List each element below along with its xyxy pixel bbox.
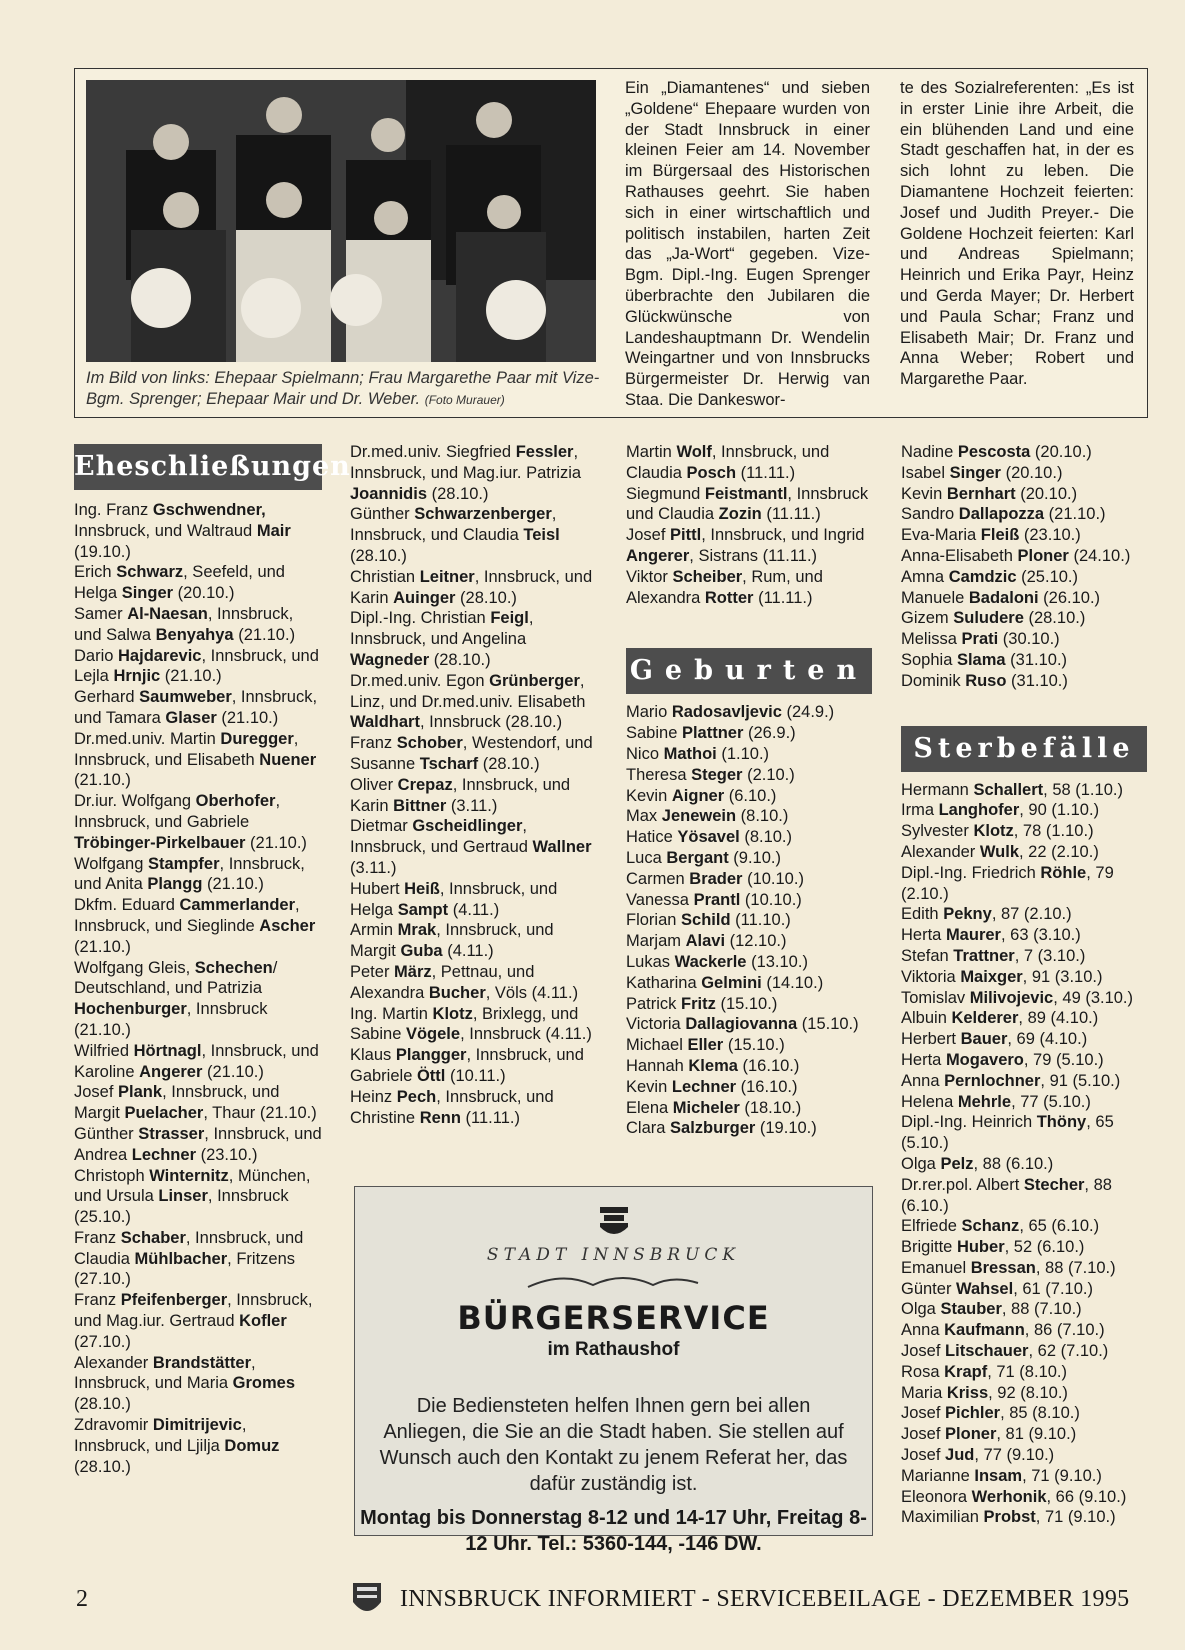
marriages-list-2	[350, 442, 596, 1128]
list-item: Dipl.-Ing. Friedrich Röhle, 79 (2.10.)	[901, 863, 1114, 903]
list-item: Wolfgang Gleis, Schechen/ Deutschland, und Patrizia Hochenburger, Innsbruck (21.10.)	[74, 958, 278, 1039]
list-item: Sandro Dallapozza (21.10.)	[901, 505, 1106, 524]
list-item: Amna Camdzic (25.10.)	[901, 567, 1078, 586]
list-item: Mario Radosavljevic (24.9.)	[626, 703, 835, 722]
list-item: Emanuel Bressan, 88 (7.10.)	[901, 1258, 1116, 1277]
caption-text: Im Bild von links: Ehepaar Spielmann; Frau Margarethe Paar mit Vize-Bgm. Sprenger; Ehepaar Mair und Dr. Weber.	[86, 369, 600, 408]
list-item: Samer Al-Naesan, Innsbruck, und Salwa Benyahya (21.10.)	[74, 604, 296, 644]
list-item: Dr.iur. Wolfgang Oberhofer, Innsbruck, und Gabriele Tröbinger-Pirkelbauer (21.10.)	[74, 792, 307, 852]
births-list-1	[626, 702, 872, 1139]
list-item: Alexander Brandstätter, Innsbruck, und Maria Gromes (28.10.)	[74, 1353, 296, 1414]
page-footer	[0, 1582, 1185, 1622]
list-item: Michael Eller (15.10.)	[626, 1036, 785, 1055]
list-item: Sabine Plattner (26.9.)	[626, 724, 796, 743]
list-item: Theresa Steger (2.10.)	[626, 765, 795, 784]
list-item: Viktoria Maixger, 91 (3.10.)	[901, 967, 1103, 986]
list-item: Klaus Plangger, Innsbruck, und Gabriele Öttl (10.11.)	[350, 1046, 584, 1085]
list-item: Wilfried Hörtnagl, Innsbruck, und Karoline Angerer (21.10.)	[74, 1041, 319, 1081]
column-2	[350, 442, 596, 1128]
list-item: Hatice Yösavel (8.10.)	[626, 828, 793, 847]
list-item: Luca Bergant (9.10.)	[626, 848, 781, 867]
list-item: Heinz Pech, Innsbruck, und Christine Renn (11.11.)	[350, 1087, 554, 1127]
list-item: Elena Micheler (18.10.)	[626, 1098, 802, 1117]
column-1	[74, 444, 351, 1477]
list-item: Christoph Winternitz, München, und Ursula Linser, Innsbruck (25.10.)	[74, 1166, 311, 1227]
list-item: Edith Pekny, 87 (2.10.)	[901, 905, 1072, 924]
marriages-list-3	[626, 442, 872, 608]
list-item: Gerhard Saumweber, Innsbruck, und Tamara Glaser (21.10.)	[74, 688, 318, 727]
list-item: Oliver Crepaz, Innsbruck, und Karin Bittner (3.11.)	[350, 775, 571, 815]
intro-text-col2: te des Sozialreferenten: „Es ist in erster Linie ihre Arbeit, die ein blühenden Land und eine Stadt geschaffen hat, in der es sich lohnt zu leben. Die Diamantene Hochzeit feierten: Josef und Judith Preyer.- Die Goldene Hochzeit feierten: Karl und Andreas Spielmann; Heinrich und Erika Payr, Heinz und Gerda Mayer; Dr. Herbert und Paula Schar; Franz und Elisabeth Mair; Dr. Franz und Anna Weber; Robert und Margarethe Paar.	[900, 79, 1134, 389]
list-item: Herta Mogavero, 79 (5.10.)	[901, 1050, 1104, 1069]
list-item: Dr.rer.pol. Albert Stecher, 88 (6.10.)	[901, 1175, 1112, 1215]
list-item: Zdravomir Dimitrijevic, Innsbruck, und Ljilja Domuz (28.10.)	[74, 1416, 280, 1476]
list-item: Josef Jud, 77 (9.10.)	[901, 1446, 1055, 1465]
city-crest-icon	[598, 1205, 630, 1239]
list-item: Hannah Klema (16.10.)	[626, 1056, 800, 1075]
list-item: Rosa Krapf, 71 (8.10.)	[901, 1362, 1067, 1381]
list-item: Peter März, Pettnau, und Alexandra Bucher, Völs (4.11.)	[350, 962, 579, 1002]
list-item: Maximilian Probst, 71 (9.10.)	[901, 1508, 1116, 1527]
list-item: Josef Litschauer, 62 (7.10.)	[901, 1342, 1109, 1361]
list-item: Günter Wahsel, 61 (7.10.)	[901, 1279, 1093, 1298]
list-item: Herbert Bauer, 69 (4.10.)	[901, 1030, 1088, 1049]
births-heading: Geburten	[626, 648, 872, 694]
page-number: 2	[76, 1586, 88, 1612]
list-item: Stefan Trattner, 7 (3.10.)	[901, 946, 1086, 965]
list-item: Dipl.-Ing. Heinrich Thöny, 65 (5.10.)	[901, 1113, 1114, 1153]
list-item: Franz Pfeifenberger, Innsbruck, und Mag.iur. Gertraud Kofler (27.10.)	[74, 1291, 313, 1351]
list-item: Brigitte Huber, 52 (6.10.)	[901, 1238, 1085, 1257]
list-item: Manuele Badaloni (26.10.)	[901, 588, 1101, 607]
list-item: Gizem Suludere (28.10.)	[901, 609, 1086, 628]
list-item: Vanessa Prantl (10.10.)	[626, 890, 802, 909]
list-item: Tomislav Milivojevic, 49 (3.10.)	[901, 988, 1134, 1007]
list-item: Günther Schwarzenberger, Innsbruck, und Claudia Teisl (28.10.)	[350, 505, 560, 565]
ad-subtitle: im Rathaushof	[547, 1339, 680, 1360]
list-item: Josef Plank, Innsbruck, und Margit Puelacher, Thaur (21.10.)	[74, 1083, 317, 1123]
list-item: Kevin Aigner (6.10.)	[626, 786, 777, 805]
list-item: Florian Schild (11.10.)	[626, 911, 791, 930]
list-item: Sophia Slama (31.10.)	[901, 650, 1068, 669]
list-item: Katharina Gelmini (14.10.)	[626, 973, 824, 992]
list-item: Max Jenewein (8.10.)	[626, 807, 789, 826]
intro-text-col1: Ein „Diamantenes“ und sieben „Goldene“ Ehepaare wurden von der Stadt Innsbruck in einer kleinen Feier am 14. November im Bürgersaal des Historischen Rathauses geehrt. Sie haben sich in einer wirtschaftlich und politisch instabilen, harten Zeit das „Ja-Wort“ gegeben. Vize-Bgm. Dipl.-Ing. Eugen Sprenger überbrachte den Jubilaren die Glückwünsche von Landeshauptmann Dr. Wendelin Weingartner und von Innsbrucks Bürgermeister Dr. Herwig van Staa. Die Dankeswor-	[625, 79, 870, 409]
column-3	[626, 442, 872, 1139]
list-item: Dominik Ruso (31.10.)	[901, 671, 1068, 690]
list-item: Anna Kaufmann, 86 (7.10.)	[901, 1321, 1105, 1340]
list-item: Alexander Wulk, 22 (2.10.)	[901, 842, 1099, 861]
list-item: Marianne Insam, 71 (9.10.)	[901, 1466, 1102, 1485]
list-item: Franz Schaber, Innsbruck, und Claudia Mühlbacher, Fritzens (27.10.)	[74, 1228, 304, 1289]
bridge-logo-icon	[523, 1269, 703, 1291]
list-item: Kevin Bernhart (20.10.)	[901, 484, 1078, 503]
list-item: Nadine Pescosta (20.10.)	[901, 443, 1092, 461]
list-item: Patrick Fritz (15.10.)	[626, 994, 778, 1013]
ad-body: Die Bediensteten helfen Ihnen gern bei allen Anliegen, die Sie an die Stadt haben. Sie stellen auf Wunsch auch den Kontakt zu jenem Referat her, das dafür zuständig ist.	[379, 1395, 848, 1495]
list-item: Hermann Schallert, 58 (1.10.)	[901, 780, 1123, 799]
list-item: Hubert Heiß, Innsbruck, und Helga Sampt (4.11.)	[350, 879, 558, 919]
list-item: Dietmar Gscheidlinger, Innsbruck, und Gertraud Wallner (3.11.)	[350, 817, 592, 877]
list-item: Irma Langhofer, 90 (1.10.)	[901, 801, 1100, 820]
marriages-heading: Eheschließungen	[74, 444, 322, 490]
list-item: Dario Hajdarevic, Innsbruck, und Lejla Hrnjic (21.10.)	[74, 646, 319, 686]
list-item: Kevin Lechner (16.10.)	[626, 1077, 798, 1096]
list-item: Günther Strasser, Innsbruck, und Andrea Lechner (23.10.)	[74, 1124, 322, 1164]
list-item: Nico Mathoi (1.10.)	[626, 744, 770, 763]
list-item: Josef Pichler, 85 (8.10.)	[901, 1404, 1080, 1423]
list-item: Josef Ploner, 81 (9.10.)	[901, 1425, 1077, 1444]
list-item: Dr.med.univ. Egon Grünberger, Linz, und Dr.med.univ. Elisabeth Waldhart, Innsbruck (28.10.)	[350, 671, 586, 732]
list-item: Maria Kriss, 92 (8.10.)	[901, 1383, 1068, 1402]
ad-city: STADT INNSBRUCK	[486, 1245, 741, 1265]
births-list-2	[901, 442, 1147, 692]
list-item: Dr.med.univ. Martin Duregger, Innsbruck, und Elisabeth Nuener (21.10.)	[74, 729, 317, 790]
list-item: Christian Leitner, Innsbruck, und Karin Auinger (28.10.)	[350, 567, 593, 607]
list-item: Anna-Elisabeth Ploner (24.10.)	[901, 546, 1131, 565]
list-item: Wolfgang Stampfer, Innsbruck, und Anita Plangg (21.10.)	[74, 854, 305, 894]
list-item: Armin Mrak, Innsbruck, und Margit Guba (4.11.)	[350, 921, 554, 961]
list-item: Martin Wolf, Innsbruck, und Claudia Posch (11.11.)	[626, 443, 830, 482]
list-item: Franz Schober, Westendorf, und Susanne Tscharf (28.10.)	[350, 734, 593, 773]
list-item: Siegmund Feistmantl, Innsbruck und Claudia Zozin (11.11.)	[626, 484, 869, 524]
list-item: Ing. Franz Gschwendner, Innsbruck, und Waltraud Mair (19.10.)	[74, 501, 291, 561]
group-photo	[86, 80, 596, 362]
list-item: Marjam Alavi (12.10.)	[626, 932, 787, 951]
list-item: Herta Maurer, 63 (3.10.)	[901, 926, 1081, 945]
photo-caption	[86, 368, 602, 411]
list-item: Viktor Scheiber, Rum, und Alexandra Rotter (11.11.)	[626, 567, 823, 607]
list-item: Albuin Kelderer, 89 (4.10.)	[901, 1009, 1099, 1028]
list-item: Isabel Singer (20.10.)	[901, 463, 1063, 482]
list-item: Eva-Maria Fleiß (23.10.)	[901, 526, 1081, 545]
list-item: Olga Stauber, 88 (7.10.)	[901, 1300, 1082, 1319]
crest-icon	[352, 1582, 382, 1618]
list-item: Clara Salzburger (19.10.)	[626, 1119, 817, 1138]
list-item: Carmen Brader (10.10.)	[626, 869, 804, 888]
list-item: Dkfm. Eduard Cammerlander, Innsbruck, und Sieglinde Ascher (21.10.)	[74, 896, 316, 956]
list-item: Helena Mehrle, 77 (5.10.)	[901, 1092, 1091, 1111]
column-4	[901, 442, 1147, 1528]
ad-hours: Montag bis Donnerstag 8-12 und 14-17 Uhr, Freitag 8-12 Uhr. Tel.: 5360-144, -146 DW.	[360, 1507, 867, 1555]
list-item: Olga Pelz, 88 (6.10.)	[901, 1154, 1054, 1173]
deaths-list	[901, 780, 1147, 1529]
list-item: Lukas Wackerle (13.10.)	[626, 952, 808, 971]
list-item: Melissa Prati (30.10.)	[901, 630, 1060, 649]
list-item: Dr.med.univ. Siegfried Fessler, Innsbruck, und Mag.iur. Patrizia Joannidis (28.10.)	[350, 443, 582, 503]
ad-title: BÜRGERSERVICE	[457, 1299, 770, 1337]
list-item: Elfriede Schanz, 65 (6.10.)	[901, 1217, 1100, 1236]
marriages-list-1	[74, 500, 322, 1477]
deaths-heading: Sterbefälle	[901, 726, 1147, 772]
list-item: Dipl.-Ing. Christian Feigl, Innsbruck, und Angelina Wagneder (28.10.)	[350, 609, 534, 669]
photo-credit: (Foto Murauer)	[424, 393, 505, 407]
list-item: Ing. Martin Klotz, Brixlegg, und Sabine Vögele, Innsbruck (4.11.)	[350, 1004, 592, 1044]
footer-title: INNSBRUCK INFORMIERT - SERVICEBEILAGE - DEZEMBER 1995	[400, 1586, 1130, 1612]
list-item: Erich Schwarz, Seefeld, und Helga Singer (20.10.)	[74, 563, 285, 603]
list-item: Anna Pernlochner, 91 (5.10.)	[901, 1071, 1121, 1090]
list-item: Victoria Dallagiovanna (15.10.)	[626, 1015, 859, 1034]
list-item: Eleonora Werhonik, 66 (9.10.)	[901, 1487, 1127, 1506]
list-item: Sylvester Klotz, 78 (1.10.)	[901, 822, 1094, 841]
buergerservice-ad	[354, 1186, 873, 1555]
list-item: Josef Pittl, Innsbruck, und Ingrid Angerer, Sistrans (11.11.)	[626, 526, 865, 565]
